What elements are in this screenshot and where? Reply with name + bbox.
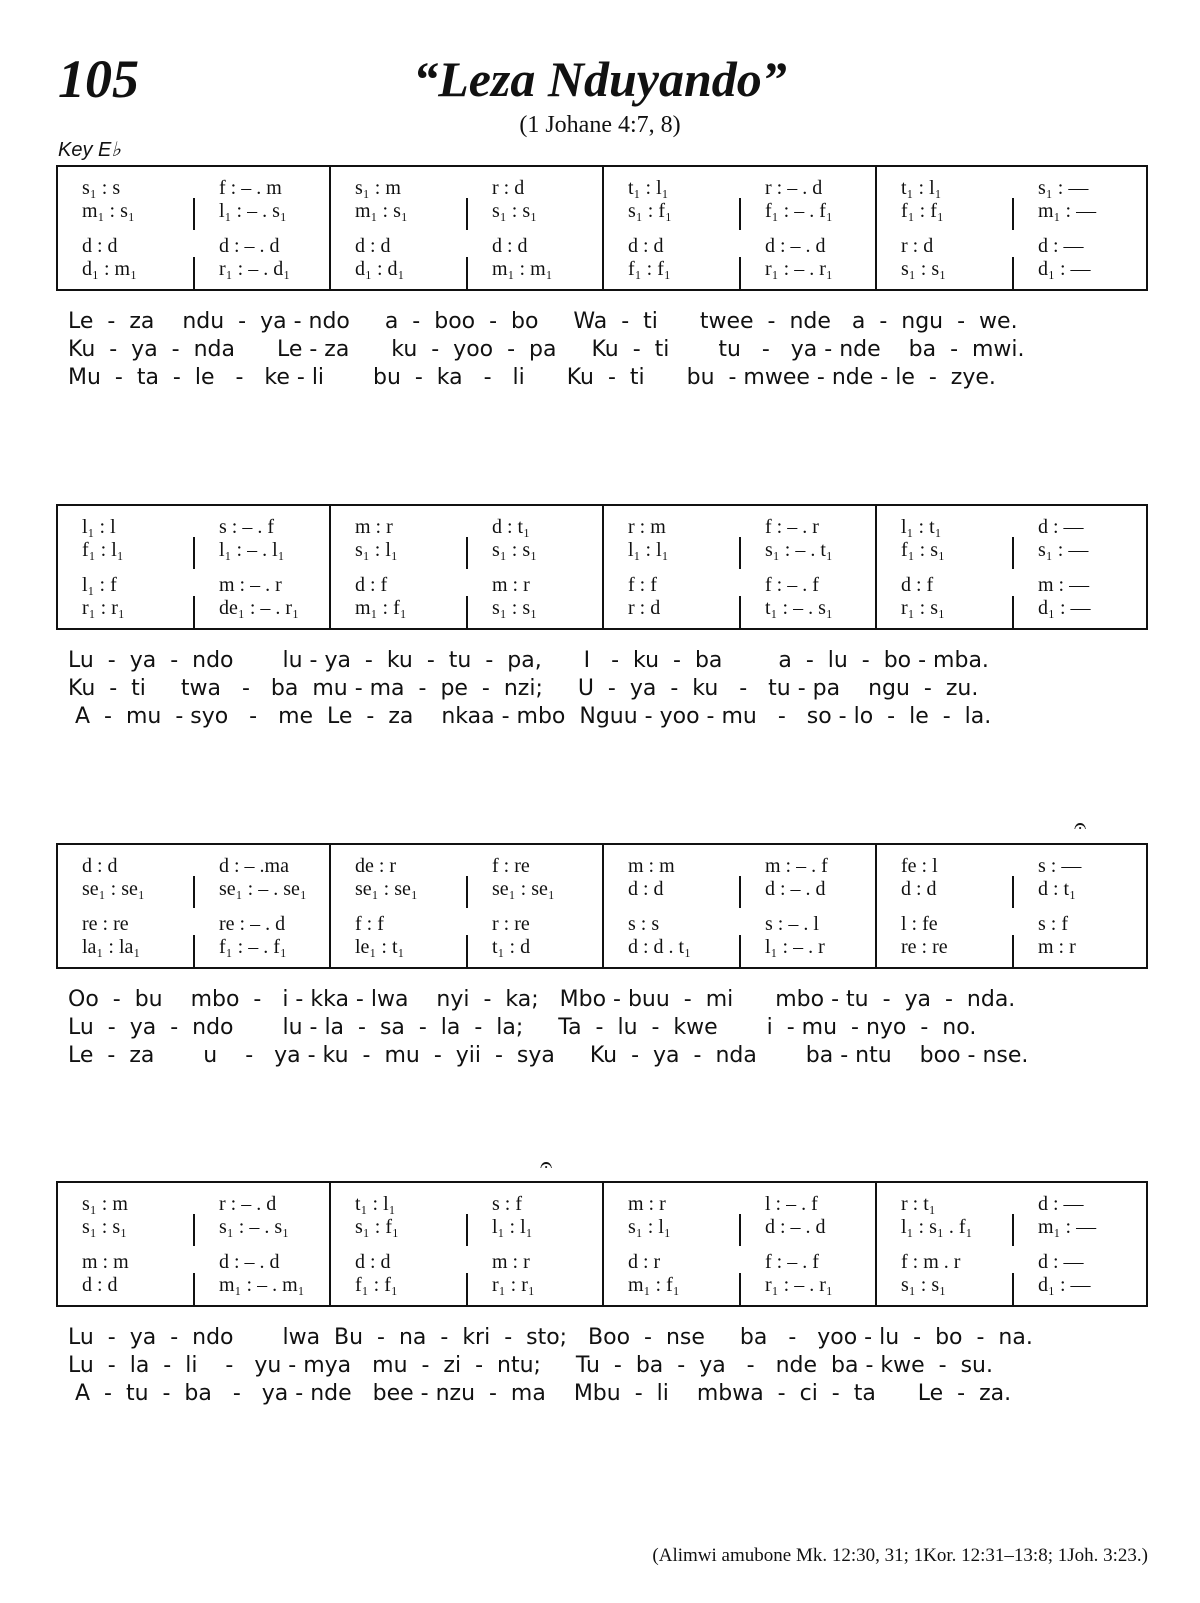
note-cell: d : d xyxy=(901,878,937,900)
note-cell: l₁ : f xyxy=(82,574,117,596)
note-cell: d₁ : — xyxy=(1038,597,1091,619)
scripture-reference: (1 Johane 4:7, 8) xyxy=(519,112,681,138)
barline xyxy=(875,845,877,969)
note-cell: m : r xyxy=(1038,936,1076,958)
note-cell: s₁ : f₁ xyxy=(355,1216,399,1238)
note-cell: l : – . f xyxy=(765,1193,818,1215)
lyric-line: Oo - bu mbo - i - kka - lwa nyi - ka; Mbo - buu - mi mbo - tu - ya - nda. xyxy=(68,987,1016,1012)
half-barline xyxy=(1012,935,1014,967)
note-cell: f₁ : f₁ xyxy=(901,200,944,222)
system-2 xyxy=(56,504,1148,630)
note-cell: m : – . f xyxy=(765,855,828,877)
note-cell: d₁ : m₁ xyxy=(82,258,138,280)
note-cell: d : – . d xyxy=(765,878,826,900)
half-barline xyxy=(466,1214,468,1246)
half-barline xyxy=(193,596,195,628)
barline xyxy=(602,845,604,969)
lyric-line: Le - za u - ya - ku - mu - yii - sya Ku - ya - nda ba - ntu boo - nse. xyxy=(68,1043,1029,1068)
note-cell: r : m xyxy=(628,516,666,538)
note-cell: s₁ : – . t₁ xyxy=(765,539,833,561)
lyric-line: Le - za ndu - ya - ndo a - boo - bo Wa - ti twee - nde a - ngu - we. xyxy=(68,309,1018,334)
note-cell: d : d xyxy=(628,878,664,900)
note-cell: s₁ : s₁ xyxy=(492,597,538,619)
note-cell: s₁ : l₁ xyxy=(355,539,398,561)
note-cell: d : r xyxy=(628,1251,661,1273)
barline xyxy=(602,1183,604,1307)
note-cell: f : – . m xyxy=(219,177,282,199)
lyric-line: A - tu - ba - ya - nde bee - nzu - ma Mbu - li mbwa - ci - ta Le - za. xyxy=(68,1381,1012,1406)
barline xyxy=(329,167,331,291)
note-cell: s : – . l xyxy=(765,913,819,935)
half-barline xyxy=(193,1214,195,1246)
system-1 xyxy=(56,165,1148,291)
lyric-line: Ku - ya - nda Le - za ku - yoo - pa Ku - ti tu - ya - nde ba - mwi. xyxy=(68,337,1025,362)
half-barline xyxy=(739,198,741,230)
note-cell: fe : l xyxy=(901,855,938,877)
note-cell: d : – . d xyxy=(765,1216,826,1238)
note-cell: se₁ : – . se₁ xyxy=(219,878,307,900)
barline xyxy=(329,506,331,630)
note-cell: d : – . d xyxy=(219,1251,280,1273)
barline xyxy=(875,506,877,630)
half-barline xyxy=(1012,537,1014,569)
half-barline xyxy=(739,876,741,908)
note-cell: f₁ : f₁ xyxy=(355,1274,398,1296)
note-cell: m₁ : f₁ xyxy=(355,597,407,619)
barline xyxy=(329,845,331,969)
half-barline xyxy=(466,198,468,230)
note-cell: d : — xyxy=(1038,235,1084,257)
half-barline xyxy=(1012,876,1014,908)
note-cell: m : r xyxy=(492,574,530,596)
note-cell: t₁ : d xyxy=(492,936,531,958)
note-cell: l : fe xyxy=(901,913,938,935)
note-cell: s₁ : l₁ xyxy=(628,1216,671,1238)
note-cell: m₁ : m₁ xyxy=(492,258,553,280)
note-cell: se₁ : se₁ xyxy=(355,878,418,900)
note-cell: d : – . d xyxy=(765,235,826,257)
half-barline xyxy=(193,935,195,967)
note-cell: d : f xyxy=(355,574,388,596)
note-cell: d : — xyxy=(1038,1193,1084,1215)
half-barline xyxy=(466,876,468,908)
note-cell: s₁ : – . s₁ xyxy=(219,1216,290,1238)
half-barline xyxy=(466,537,468,569)
note-cell: r₁ : – . r₁ xyxy=(765,258,833,280)
note-cell: s₁ : — xyxy=(1038,539,1089,561)
note-cell: f₁ : – . f₁ xyxy=(219,936,287,958)
note-cell: le₁ : t₁ xyxy=(355,936,405,958)
lyric-line: Mu - ta - le - ke - li bu - ka - li Ku - ti bu - mwee - nde - le - zye. xyxy=(68,365,996,390)
note-cell: f₁ : s₁ xyxy=(901,539,945,561)
barline xyxy=(602,167,604,291)
note-cell: s₁ : m xyxy=(355,177,401,199)
note-cell: s₁ : — xyxy=(1038,177,1089,199)
note-cell: f : f xyxy=(355,913,384,935)
half-barline xyxy=(739,257,741,289)
note-cell: m : – . r xyxy=(219,574,282,596)
note-cell: s₁ : s xyxy=(82,177,121,199)
note-cell: s₁ : s₁ xyxy=(492,539,538,561)
half-barline xyxy=(1012,257,1014,289)
note-cell: r₁ : s₁ xyxy=(901,597,945,619)
half-barline xyxy=(1012,198,1014,230)
fermata-icon: 𝄐 xyxy=(540,1153,553,1178)
note-cell: re : re xyxy=(82,913,129,935)
note-cell: l₁ : – . s₁ xyxy=(219,200,287,222)
note-cell: m : — xyxy=(1038,574,1090,596)
barline xyxy=(875,1183,877,1307)
note-cell: m : r xyxy=(628,1193,666,1215)
note-cell: la₁ : la₁ xyxy=(82,936,141,958)
note-cell: f : – . f xyxy=(765,1251,819,1273)
note-cell: d : t₁ xyxy=(492,516,531,538)
half-barline xyxy=(193,198,195,230)
barline xyxy=(602,506,604,630)
note-cell: f₁ : f₁ xyxy=(628,258,671,280)
lyric-line: Ku - ti twa - ba mu - ma - pe - nzi; U - ya - ku - tu - pa ngu - zu. xyxy=(68,676,979,701)
note-cell: f : – . r xyxy=(765,516,819,538)
note-cell: l₁ : t₁ xyxy=(901,516,942,538)
note-cell: m₁ : s₁ xyxy=(355,200,408,222)
note-cell: l₁ : l₁ xyxy=(628,539,669,561)
note-cell: d : d . t₁ xyxy=(628,936,692,958)
half-barline xyxy=(466,935,468,967)
note-cell: t₁ : – . s₁ xyxy=(765,597,833,619)
half-barline xyxy=(193,537,195,569)
half-barline xyxy=(739,596,741,628)
note-cell: r₁ : r₁ xyxy=(492,1274,535,1296)
note-cell: s : s xyxy=(628,913,660,935)
note-cell: m : r xyxy=(492,1251,530,1273)
note-cell: d₁ : — xyxy=(1038,258,1091,280)
half-barline xyxy=(193,257,195,289)
note-cell: l₁ : l xyxy=(82,516,116,538)
half-barline xyxy=(1012,1273,1014,1305)
lyric-line: Lu - ya - ndo lwa Bu - na - kri - sto; Boo - nse ba - yoo - lu - bo - na. xyxy=(68,1325,1033,1350)
system-3 xyxy=(56,843,1148,969)
note-cell: d : – .ma xyxy=(219,855,289,877)
half-barline xyxy=(466,596,468,628)
note-cell: de₁ : – . r₁ xyxy=(219,597,300,619)
note-cell: d : d xyxy=(355,1251,391,1273)
note-cell: m : r xyxy=(355,516,393,538)
note-cell: se₁ : se₁ xyxy=(82,878,145,900)
note-cell: s₁ : s₁ xyxy=(492,200,538,222)
note-cell: d : d xyxy=(82,235,118,257)
hymn-title: “Leza Nduyando” xyxy=(413,51,787,107)
note-cell: d : d xyxy=(355,235,391,257)
barline xyxy=(329,1183,331,1307)
note-cell: r : d xyxy=(901,235,934,257)
system-4 xyxy=(56,1181,1148,1307)
note-cell: m₁ : — xyxy=(1038,200,1097,222)
note-cell: re : re xyxy=(901,936,948,958)
note-cell: d : d xyxy=(82,1274,118,1296)
note-cell: r : – . d xyxy=(765,177,823,199)
note-cell: d : — xyxy=(1038,1251,1084,1273)
note-cell: d : — xyxy=(1038,516,1084,538)
note-cell: d : t₁ xyxy=(1038,878,1077,900)
note-cell: m₁ : s₁ xyxy=(82,200,135,222)
half-barline xyxy=(1012,596,1014,628)
note-cell: l₁ : – . l₁ xyxy=(219,539,285,561)
half-barline xyxy=(466,1273,468,1305)
note-cell: d₁ : — xyxy=(1038,1274,1091,1296)
fermata-icon: 𝄐 xyxy=(1074,814,1087,839)
lyric-line: Lu - la - li - yu - mya mu - zi - ntu; Tu - ba - ya - nde ba - kwe - su. xyxy=(68,1353,993,1378)
note-cell: s₁ : s₁ xyxy=(901,1274,947,1296)
note-cell: m₁ : — xyxy=(1038,1216,1097,1238)
note-cell: f₁ : l₁ xyxy=(82,539,124,561)
note-cell: d : d xyxy=(492,235,528,257)
note-cell: l₁ : s₁ . f₁ xyxy=(901,1216,973,1238)
note-cell: r₁ : – . r₁ xyxy=(765,1274,833,1296)
barline xyxy=(875,167,877,291)
note-cell: d : – . d xyxy=(219,235,280,257)
note-cell: f : f xyxy=(628,574,657,596)
note-cell: f : – . f xyxy=(765,574,819,596)
half-barline xyxy=(193,876,195,908)
note-cell: s : – . f xyxy=(219,516,274,538)
half-barline xyxy=(466,257,468,289)
note-cell: r : re xyxy=(492,913,530,935)
lyric-line: A - mu - syo - me Le - za nkaa - mbo Nguu - yoo - mu - so - lo - le - la. xyxy=(68,704,992,729)
note-cell: f : m . r xyxy=(901,1251,961,1273)
note-cell: s₁ : f₁ xyxy=(628,200,672,222)
half-barline xyxy=(739,1273,741,1305)
note-cell: r : t₁ xyxy=(901,1193,936,1215)
half-barline xyxy=(1012,1214,1014,1246)
half-barline xyxy=(739,1214,741,1246)
key-signature: Key E♭ xyxy=(58,139,121,161)
note-cell: s : — xyxy=(1038,855,1082,877)
note-cell: f₁ : – . f₁ xyxy=(765,200,833,222)
note-cell: m : m xyxy=(82,1251,129,1273)
note-cell: s₁ : s₁ xyxy=(901,258,947,280)
note-cell: d₁ : d₁ xyxy=(355,258,405,280)
note-cell: t₁ : l₁ xyxy=(901,177,942,199)
lyric-line: Lu - ya - ndo lu - la - sa - la - la; Ta - lu - kwe i - mu - nyo - no. xyxy=(68,1015,977,1040)
note-cell: s₁ : m xyxy=(82,1193,128,1215)
note-cell: d : d xyxy=(628,235,664,257)
lyric-line: Lu - ya - ndo lu - ya - ku - tu - pa, I - ku - ba a - lu - bo - mba. xyxy=(68,648,989,673)
note-cell: r₁ : r₁ xyxy=(82,597,125,619)
note-cell: r : d xyxy=(492,177,525,199)
note-cell: m₁ : f₁ xyxy=(628,1274,680,1296)
note-cell: l₁ : – . r xyxy=(765,936,825,958)
note-cell: r₁ : – . d₁ xyxy=(219,258,291,280)
note-cell: re : – . d xyxy=(219,913,286,935)
note-cell: l₁ : l₁ xyxy=(492,1216,533,1238)
half-barline xyxy=(739,935,741,967)
note-cell: s₁ : s₁ xyxy=(82,1216,128,1238)
note-cell: f : re xyxy=(492,855,530,877)
half-barline xyxy=(739,537,741,569)
note-cell: t₁ : l₁ xyxy=(355,1193,396,1215)
note-cell: r : – . d xyxy=(219,1193,277,1215)
note-cell: s : f xyxy=(492,1193,522,1215)
hymn-number: 105 xyxy=(58,49,139,109)
note-cell: m₁ : – . m₁ xyxy=(219,1274,305,1296)
note-cell: m : m xyxy=(628,855,675,877)
half-barline xyxy=(193,1273,195,1305)
footer-reference: (Alimwi amubone Mk. 12:30, 31; 1Kor. 12:31–13:8; 1Joh. 3:23.) xyxy=(652,1545,1148,1566)
note-cell: t₁ : l₁ xyxy=(628,177,669,199)
note-cell: r : d xyxy=(628,597,661,619)
note-cell: d : d xyxy=(82,855,118,877)
note-cell: s : f xyxy=(1038,913,1068,935)
note-cell: de : r xyxy=(355,855,397,877)
note-cell: se₁ : se₁ xyxy=(492,878,555,900)
note-cell: d : f xyxy=(901,574,934,596)
